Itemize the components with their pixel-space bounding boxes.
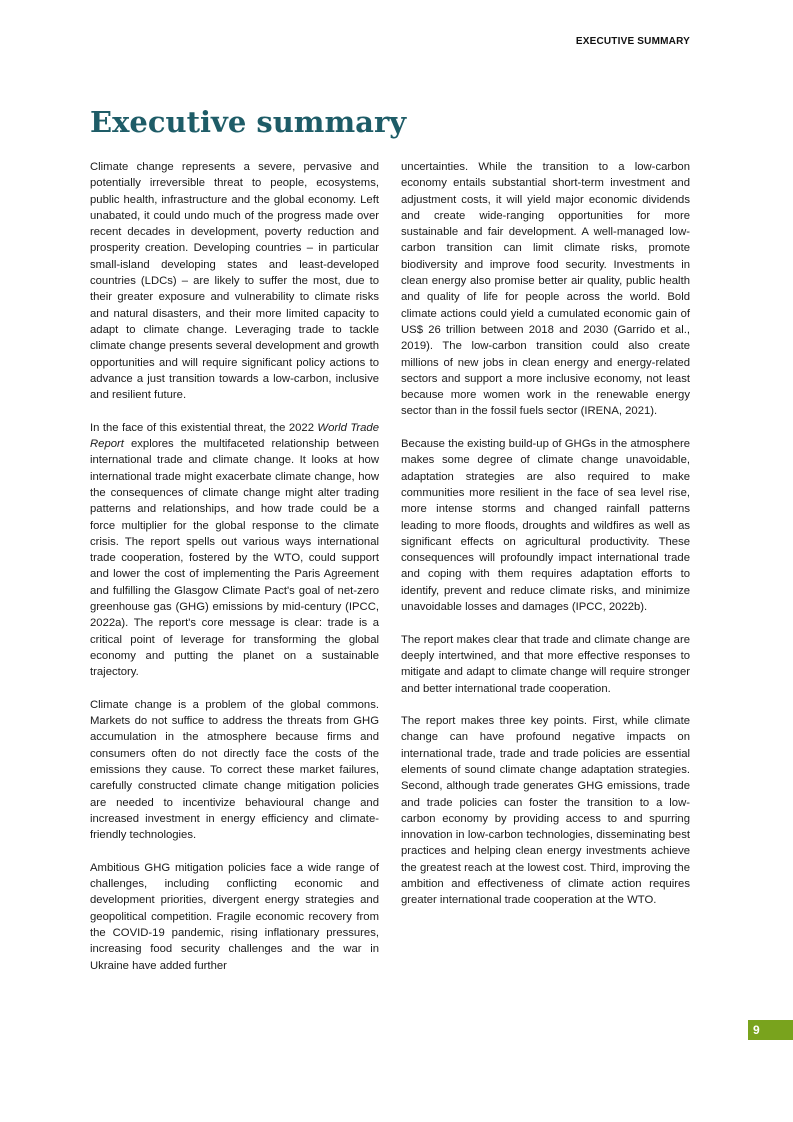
paragraph-low-carbon-transition: uncertainties. While the transition to a low-carbon economy entails substantial short-term investment and adjustment costs, it will yield major economic dividends and create wide-ranging opportunities for more sustainable and fair development. A well-managed low-carbon transition can limit climate risks, promote biodiversity and improve food security. Investments in clean energy also promise better air quality, public health and quality of life for people across the world. Bold climate actions could yield a cumulated economic gain of US$ 26 trillion between 2018 and 2030 (Garrido et al., 2019). The low-carbon transition could also create millions of new jobs in clean energy and energy-related sectors and support a more inclusive economy, not least because more women work in the renewable energy sector than in the fossil fuels sector (IRENA, 2021). bbox=[401, 161, 690, 418]
paragraph-world-trade-report bbox=[90, 420, 379, 681]
running-header: EXECUTIVE SUMMARY bbox=[575, 36, 690, 47]
paragraph-key-points: The report makes three key points. First, while climate change can have profound negative impacts on international trade, trade and trade policies are essential elements of sound climate change adaptation strategies. Second, although trade generates GHG emissions, trade and trade policies can foster the transition to a low-carbon economy by providing access to and spurring innovation in low-carbon technologies, disseminating best practices and helping clean energy investments achieve the greatest reach at the lowest cost. Third, improving the ambition and effectiveness of climate action requires greater international trade cooperation at the WTO. bbox=[401, 715, 690, 907]
right-column bbox=[401, 159, 690, 925]
paragraph-text: explores the multifaceted relationship between international trade and climate change. It looks at how international trade might exacerbate climate change, how the consequences of climate change might alter trading patterns and relationships, and how trade could be a force multiplier for the global response to the climate crisis. The report spells out various ways international trade cooperation, fostered by the WTO, could support and lower the cost of implementing the Paris Agreement and fulfilling the Glasgow Climate Pact's goal of net-zero greenhouse gas (GHG) emissions by mid-century (IPCC, 2022a). The report's core message is clear: trade is a critical point of leverage for transforming the global economy and putting the planet on a sustainable trajectory. bbox=[90, 438, 379, 679]
paragraph-mitigation-challenges: Ambitious GHG mitigation policies face a wide range of challenges, including conflicting economic and development priorities, divergent energy strategies and geopolitical competition. Fragile economic recovery from the COVID-19 pandemic, rising inflationary pressures, increasing food security challenges and the war in Ukraine have added further bbox=[90, 861, 379, 972]
paragraph-text: In the face of this existential threat, the 2022 bbox=[90, 421, 318, 434]
page-number: 9 bbox=[748, 1020, 793, 1040]
report-title-italic: World Trade Report bbox=[90, 421, 380, 451]
paragraph-climate-threat: Climate change represents a severe, pervasive and potentially irreversible threat to people, ecosystems, public health, infrastructure and the global economy. Left unabated, it could undo much of the progress made over recent decades in development, poverty reduction and prosperity creation. Developing countries – in particular small-island developing states and least-developed countries (LDCs) – are likely to suffer the most, due to their greater exposure and vulnerability to climate risks and natural disasters, and their more limited capacity to adapt to climate change. Leveraging trade to tackle climate change presents several development and growth opportunities and will require significant policy actions to advance a just transition towards a low-carbon, inclusive and resilient future. bbox=[90, 161, 379, 402]
paragraph-trade-climate-intertwined: The report makes clear that trade and climate change are deeply intertwined, and that more effective responses to mitigate and adapt to climate change will require stronger and better international trade cooperation. bbox=[401, 633, 690, 695]
left-column bbox=[90, 159, 379, 990]
page-title: Executive summary bbox=[90, 105, 407, 139]
paragraph-global-commons: Climate change is a problem of the global commons. Markets do not suffice to address the threats from GHG accumulation in the atmosphere because firms and consumers often do not directly face the costs of the emissions they cause. To correct these market failures, carefully constructed climate change mitigation policies are needed to incentivize behavioural change and increased investment in energy efficiency and climate-friendly technologies. bbox=[90, 698, 379, 842]
paragraph-adaptation: Because the existing build-up of GHGs in the atmosphere makes some degree of climate change unavoidable, adaptation strategies are also required to make communities more resilient in the face of sea level rise, more intense storms and changed rainfall patterns leading to more floods, droughts and wildfires as well as significant effects on agricultural productivity. These consequences will profoundly impact international trade and coping with them requires adaptation efforts to identify, prevent and reduce climate risks, and minimize unavoidable losses and damages (IPCC, 2022b). bbox=[401, 438, 690, 614]
